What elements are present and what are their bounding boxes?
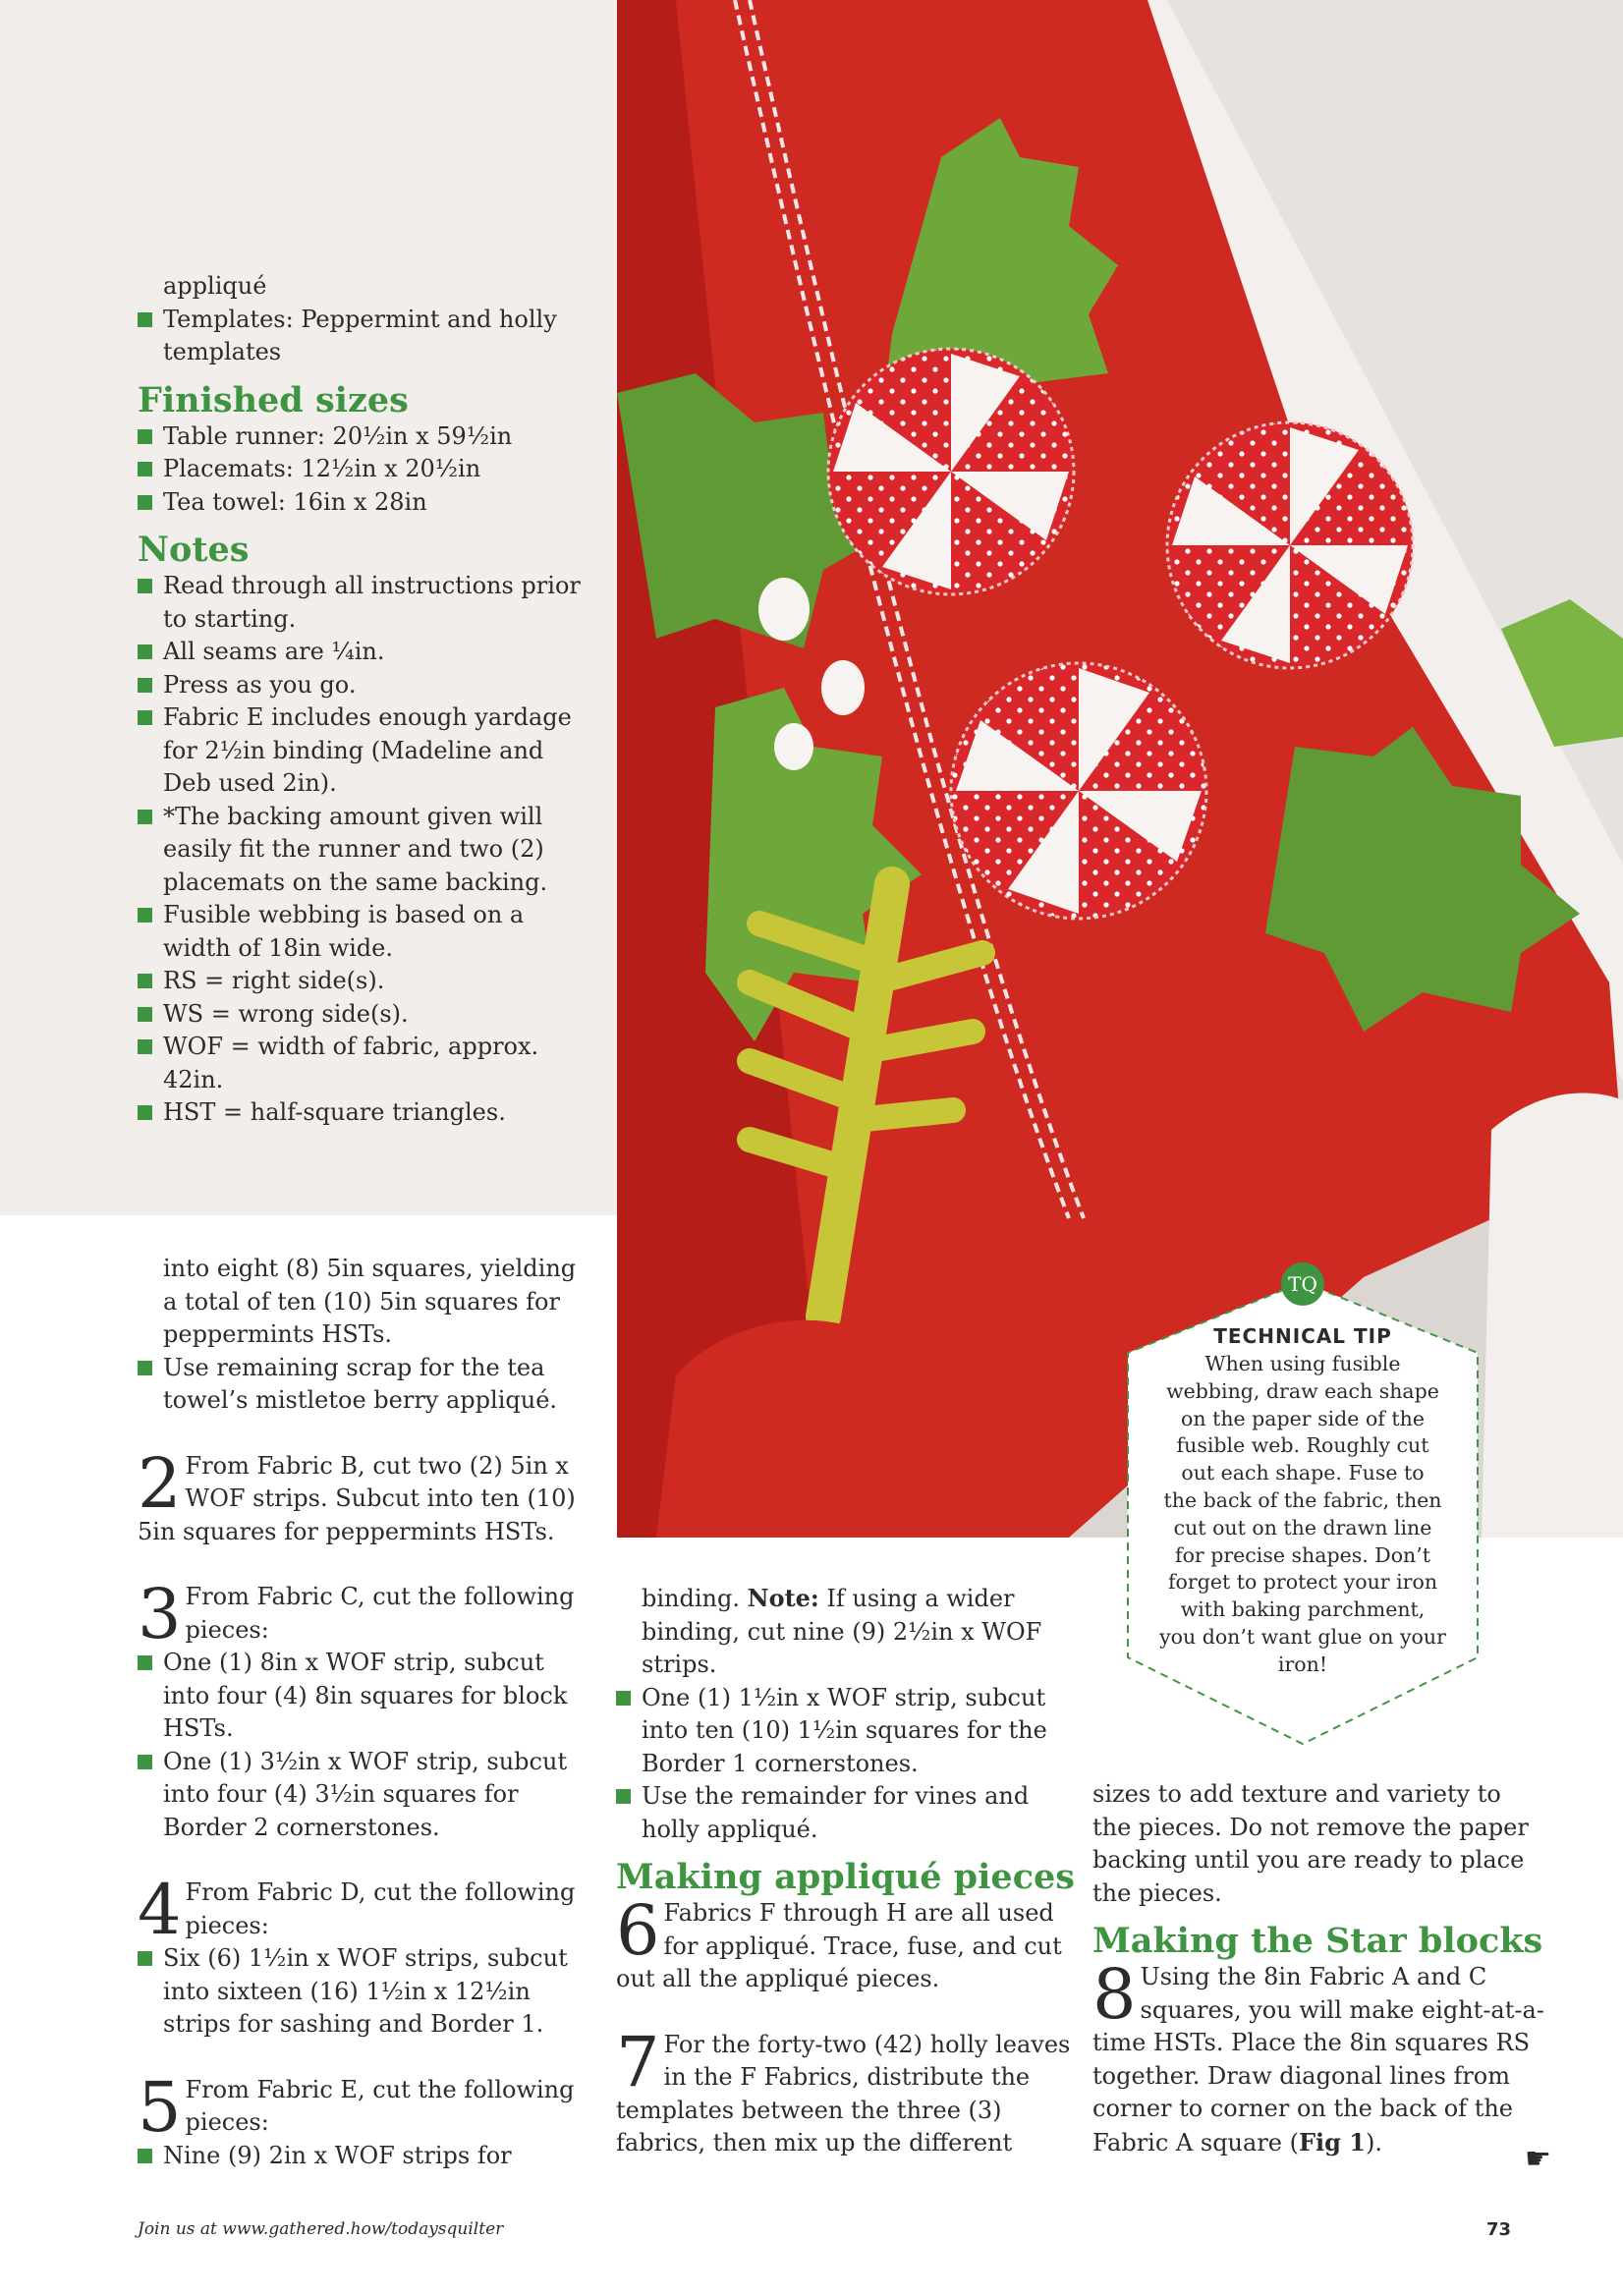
list-item: HST = half-square triangles.	[138, 1096, 609, 1130]
step-7: 7 For the forty-two (42) holly leaves in the F Fabrics, distribute the templates between the three (3) fabrics, then mix up the different	[616, 2021, 1071, 2156]
column-3	[1092, 1778, 1564, 2159]
page-number: 73	[1486, 2219, 1512, 2240]
footer-url: Join us at www.gathered.how/todaysquilter	[138, 2219, 504, 2239]
list-item: Fusible webbing is based on a width of 18in wide.	[138, 899, 609, 965]
tip-content	[1159, 1321, 1446, 1679]
list-item: All seams are ¼in.	[138, 636, 609, 669]
list-item: Use remaining scrap for the tea towel’s mistletoe berry appliqué.	[138, 1352, 609, 1418]
list-item: Placemats: 12½in x 20½in	[138, 453, 609, 486]
column-2	[616, 1582, 1078, 2160]
step-4: 4 From Fabric D, cut the following pieces:	[138, 1870, 576, 1950]
pointing-hand-icon: ☛	[1525, 2142, 1551, 2176]
list-item: Table runner: 20½in x 59½in	[138, 420, 609, 454]
text-line: sizes to add texture and variety to the pieces. Do not remove the paper backing until you are ready to place the pieces.	[1092, 1780, 1529, 1907]
list-item: *The backing amount given will easily fit the runner and two (2) placemats on the same backing.	[138, 801, 609, 900]
text-line: binding. Note: If using a wider binding, cut nine (9) 2½in x WOF strips.	[642, 1584, 1042, 1678]
making-applique-heading: Making appliqué pieces	[616, 1857, 1075, 1897]
list-item: Nine (9) 2in x WOF strips for	[138, 2140, 609, 2173]
text-line: appliqué	[163, 272, 267, 300]
tip-title: TECHNICAL TIP	[1213, 1324, 1392, 1348]
technical-tip-box	[1124, 1264, 1482, 1748]
list-item: One (1) 8in x WOF strip, subcut into four (4) 8in squares for block HSTs.	[138, 1647, 609, 1746]
column-1-top	[138, 270, 609, 1130]
text-line: into eight (8) 5in squares, yielding a total of ten (10) 5in squares for peppermints HSTs.	[163, 1255, 577, 1348]
notes-heading: Notes	[138, 530, 250, 570]
list-item: Use the remainder for vines and holly appliqué.	[616, 1780, 1078, 1846]
step-5: 5 From Fabric E, cut the following pieces:	[138, 2066, 575, 2148]
step-6: 6 Fabrics F through H are all used for appliqué. Trace, fuse, and cut out all the appliqué pieces.	[616, 1890, 1062, 1992]
step-2: 2 From Fabric B, cut two (2) 5in x WOF strips. Subcut into ten (10) 5in squares for peppermints HSTs.	[138, 1442, 576, 1545]
list-item: RS = right side(s).	[138, 965, 609, 998]
step-8: 8 Using the 8in Fabric A and C squares, you will make eight-at-a- time HSTs. Place the 8in squares RS together. Draw diagonal lines from corner to corner on the back of the Fabric A square (Fig 1).	[1092, 1954, 1544, 2156]
tip-text: When using fusible webbing, draw each shape on the paper side of the fusible web. Roughly cut out each shape. Fuse to the back of the fabric, then cut out on the drawn line for precise shapes. Don’t forget to protect your iron with baking parchment, you don’t want glue on your iron!	[1159, 1352, 1446, 1676]
step-3: 3 From Fabric C, cut the following pieces:	[138, 1574, 575, 1654]
list-item: WS = wrong side(s).	[138, 998, 609, 1032]
list-item: Six (6) 1½in x WOF strips, subcut into sixteen (16) 1½in x 12½in strips for sashing and Border 1.	[138, 1942, 609, 2042]
list-item: Tea towel: 16in x 28in	[138, 486, 609, 520]
making-star-blocks-heading: Making the Star blocks	[1092, 1921, 1543, 1961]
list-item: Fabric E includes enough yardage for 2½in binding (Madeline and Deb used 2in).	[138, 701, 609, 801]
tq-badge-icon: TQ	[1281, 1262, 1324, 1306]
list-item: Press as you go.	[138, 669, 609, 702]
list-item: WOF = width of fabric, approx. 42in.	[138, 1031, 609, 1096]
column-1-bottom	[138, 1253, 609, 2172]
finished-sizes-heading: Finished sizes	[138, 379, 409, 420]
list-item: Templates: Peppermint and holly templates	[138, 304, 609, 369]
list-item: One (1) 1½in x WOF strip, subcut into ten (10) 1½in squares for the Border 1 cornerstones.	[616, 1682, 1078, 1781]
list-item: Read through all instructions prior to starting.	[138, 570, 609, 636]
list-item: One (1) 3½in x WOF strip, subcut into four (4) 3½in squares for Border 2 cornerstones.	[138, 1746, 609, 1845]
